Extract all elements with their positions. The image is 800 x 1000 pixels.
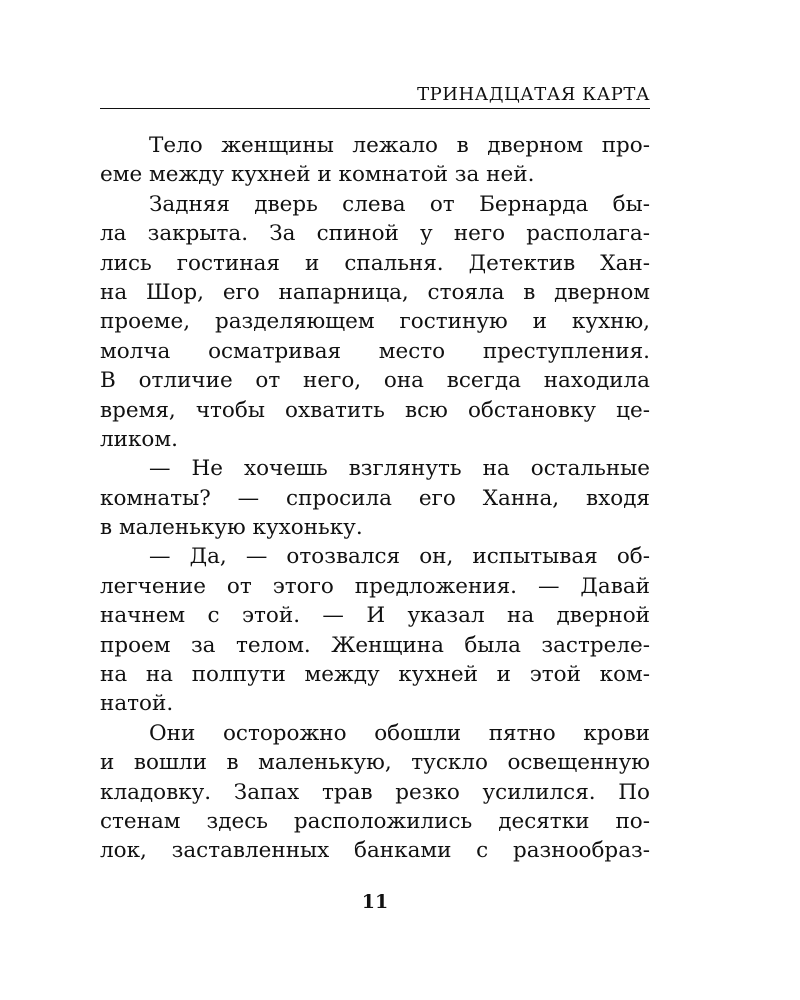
text-line: в маленькую кухоньку. <box>100 515 363 541</box>
header-rule <box>100 108 650 109</box>
text-line: лок, заставленных банками с разнообраз- <box>100 838 650 864</box>
text-line: комнаты? — спросила его Ханна, входя <box>100 485 650 511</box>
running-header-title: ТРИНАДЦАТАЯ КАРТА <box>417 84 650 105</box>
text-line: ликом. <box>100 426 178 452</box>
text-line: лись гостиная и спальня. Детектив Хан- <box>100 250 650 276</box>
text-line: кладовку. Запах трав резко усилился. По <box>100 779 650 805</box>
text-line: и вошли в маленькую, тускло освещенную <box>100 750 650 776</box>
text-line: Задняя дверь слева от Бернарда бы- <box>149 191 650 217</box>
text-line: начнем с этой. — И указал на дверной <box>100 603 650 629</box>
text-line: молча осматривая место преступления. <box>100 338 650 364</box>
text-line: натой. <box>100 691 174 717</box>
page-number: 11 <box>361 891 389 913</box>
text-line: еме между кухней и комнатой за ней. <box>100 162 535 188</box>
text-line: Тело женщины лежало в дверном про- <box>149 133 650 158</box>
text-line: — Да, — отозвался он, испытывая об- <box>149 544 650 570</box>
text-line: проем за телом. Женщина была застреле- <box>100 632 650 658</box>
text-line: В отличие от него, она всегда находила <box>100 368 650 394</box>
paragraph <box>100 190 650 455</box>
text-line: время, чтобы охватить всю обстановку це- <box>100 397 650 423</box>
paragraph <box>100 719 650 866</box>
text-line: стенам здесь расположились десятки по- <box>100 808 650 834</box>
text-line: Они осторожно обошли пятно крови <box>149 720 650 746</box>
body-text <box>100 131 650 866</box>
text-line: на Шор, его напарница, стояла в дверном <box>100 279 650 305</box>
text-line: проеме, разделяющем гостиную и кухню, <box>100 309 650 335</box>
text-line: ла закрыта. За спиной у него располага- <box>100 221 650 247</box>
text-line: — Не хочешь взглянуть на остальные <box>149 456 650 482</box>
paragraph <box>100 131 650 190</box>
text-line: легчение от этого предложения. — Давай <box>100 573 650 599</box>
paragraph <box>100 454 650 542</box>
paragraph <box>100 542 650 718</box>
text-line: на на полпути между кухней и этой ком- <box>100 662 650 688</box>
